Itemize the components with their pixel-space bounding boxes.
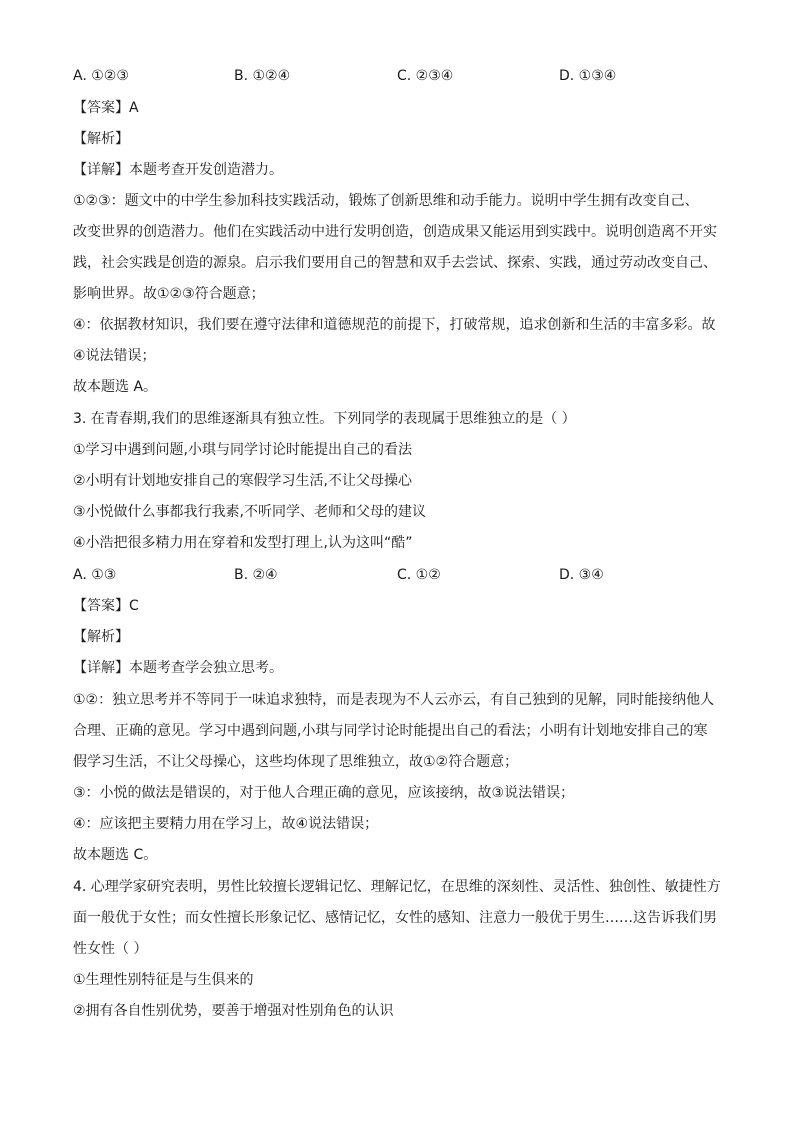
q2-analysis-label: 【解析】 — [73, 131, 129, 147]
q2-para1-line: 践，社会实践是创造的源泉。启示我们要用自己的智慧和双手去尝试、探索、实践，通过劳动改变自己、 — [73, 255, 717, 271]
q3-option-d: D. ③④ — [559, 567, 604, 583]
q2-option-b: B. ①②④ — [234, 68, 291, 84]
q2-conclusion: 故本题选 A。 — [73, 379, 158, 395]
q3-item: ①学习中遇到问题,小琪与同学讨论时能提出自己的看法 — [73, 442, 412, 458]
q2-para2-line: ④说法错误； — [73, 348, 156, 364]
q4-item: ②拥有各自性别优势，要善于增强对性别角色的认识 — [73, 1003, 394, 1019]
q2-answer: 【答案】A — [73, 100, 139, 116]
q4-stem-line: 面一般优于女性；而女性擅长形象记忆、感情记忆，女性的感知、注意力一般优于男生……这告诉我们男 — [73, 910, 717, 926]
q4-stem-line: 4. 心理学家研究表明，男性比较擅长逻辑记忆、理解记忆，在思维的深刻性、灵活性、独创性、敏捷性方 — [73, 879, 721, 895]
q3-item: ③小悦做什么事都我行我素,不听同学、老师和父母的建议 — [73, 504, 426, 520]
q2-options — [73, 66, 723, 86]
q3-analysis-label: 【解析】 — [73, 629, 129, 645]
q3-answer: 【答案】C — [73, 598, 139, 614]
q3-detail: 【详解】本题考查学会独立思考。 — [73, 660, 283, 676]
q4-stem-line: 性女性（ ） — [73, 941, 148, 957]
q3-conclusion: 故本题选 C。 — [73, 847, 158, 863]
q3-option-a: A. ①③ — [73, 567, 117, 583]
q3-para1-line: ①②：独立思考并不等同于一味追求独特，而是表现为不人云亦云，有自己独到的见解，同时能接纳他人 — [73, 692, 715, 708]
q2-para1-line: ①②③：题文中的中学生参加科技实践活动，锻炼了创新思维和动手能力。说明中学生拥有改变自己、 — [73, 193, 699, 209]
q2-para1-line: 改变世界的创造潜力。他们在实践活动中进行发明创造，创造成果又能运用到实践中。说明创造离不开实 — [73, 224, 717, 240]
q2-detail: 【详解】本题考查开发创造潜力。 — [73, 162, 283, 178]
q3-para1-line: 合理、正确的意见。学习中遇到问题,小琪与同学讨论时能提出自己的看法；小明有计划地安排自己的寒 — [73, 723, 708, 739]
q2-para2-line: ④：依据教材知识，我们要在遵守法律和道德规范的前提下，打破常规，追求创新和生活的丰富多彩。故 — [73, 317, 716, 333]
q3-stem: 3. 在青春期,我们的思维逐渐具有独立性。下列同学的表现属于思维独立的是（ ） — [73, 411, 576, 427]
q3-item: ②小明有计划地安排自己的寒假学习生活,不让父母操心 — [73, 473, 412, 489]
q3-para2: ③：小悦的做法是错误的，对于他人合理正确的意见，应该接纳，故③说法错误； — [73, 785, 575, 801]
q3-options — [73, 565, 723, 585]
q2-option-a: A. ①②③ — [73, 68, 129, 84]
q3-item: ④小浩把很多精力用在穿着和发型打理上,认为这叫“酷” — [73, 535, 413, 551]
q2-option-d: D. ①③④ — [559, 68, 617, 84]
q4-item: ①生理性别特征是与生俱来的 — [73, 972, 254, 988]
q3-option-c: C. ①② — [397, 567, 441, 583]
q3-para3: ④：应该把主要精力用在学习上，故④说法错误； — [73, 816, 379, 832]
q2-option-c: C. ②③④ — [397, 68, 454, 84]
q3-option-b: B. ②④ — [234, 567, 278, 583]
q3-para1-line: 假学习生活，不让父母操心，这些均体现了思维独立，故①②符合题意； — [73, 754, 519, 770]
q2-para1-line: 影响世界。故①②③符合题意； — [73, 286, 265, 302]
